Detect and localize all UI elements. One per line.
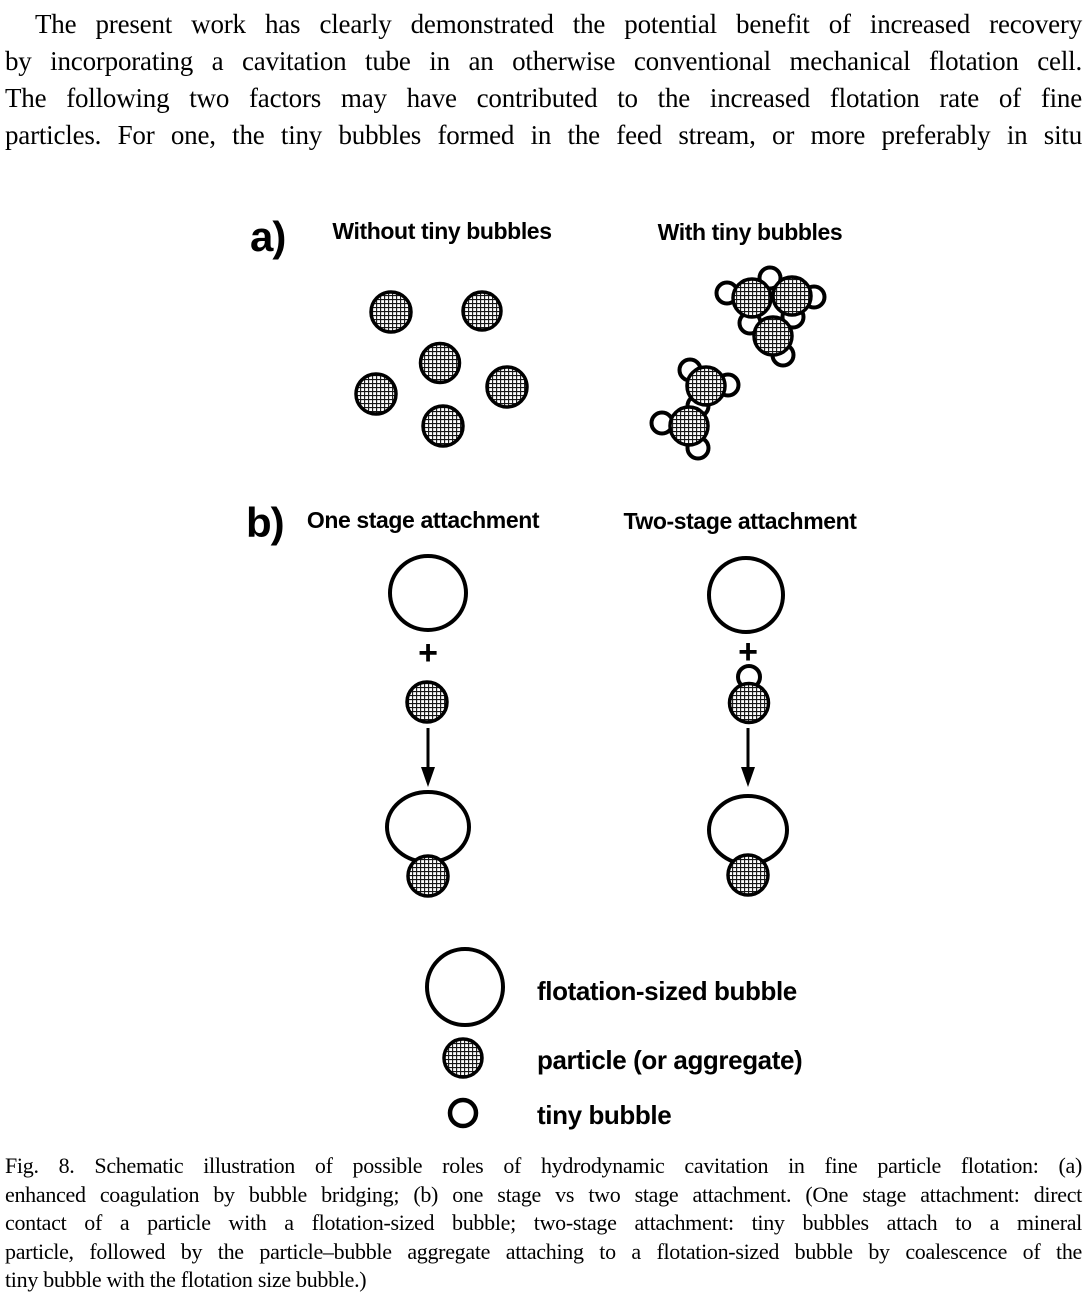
legend-symbols xyxy=(427,949,503,1126)
caption-line-1: Fig. 8. Schematic illustration of possible roles of hydrodynamic cavitation in fine particle flotation: (a) xyxy=(5,1153,1082,1178)
tiny-bubble-icon xyxy=(450,1100,476,1126)
particle xyxy=(356,374,396,414)
panel-a-right-title: With tiny bubbles xyxy=(657,219,843,245)
particle xyxy=(421,344,460,383)
particle xyxy=(463,292,501,330)
legend-label-tiny-bubble: tiny bubble xyxy=(537,1100,672,1130)
caption-line-5: tiny bubble with the flotation size bubble.) xyxy=(5,1267,367,1292)
particle xyxy=(754,317,792,355)
panel-a-with-aggregates xyxy=(652,268,825,459)
legend-label-particle: particle (or aggregate) xyxy=(537,1045,803,1075)
panel-a-label: a) xyxy=(250,213,286,260)
panel-a-left-title: Without tiny bubbles xyxy=(332,218,552,244)
panel-b-label: b) xyxy=(246,499,284,546)
down-arrow-icon xyxy=(421,728,435,787)
particle xyxy=(371,292,411,332)
plus-sign: + xyxy=(418,634,438,672)
figure-caption xyxy=(5,1152,1082,1295)
particle xyxy=(407,682,447,722)
legend-label-flotation-bubble: flotation-sized bubble xyxy=(537,976,797,1006)
panel-b-right-title: Two-stage attachment xyxy=(623,508,857,534)
caption-line-2: enhanced coagulation by bubble bridging; (b) one stage vs two stage attachment. (One stage attachment: direct xyxy=(5,1181,1082,1207)
particle xyxy=(687,367,725,405)
flotation-bubble xyxy=(390,556,466,630)
flotation-bubble xyxy=(387,792,469,862)
particle-icon xyxy=(444,1039,482,1077)
plus-sign: + xyxy=(738,633,758,671)
intro-line-1: The present work has clearly demonstrated the potential benefit of increased recovery xyxy=(35,9,1082,39)
particle xyxy=(423,406,463,446)
particle xyxy=(773,277,811,315)
intro-line-3: The following two factors may have contributed to the increased flotation rate of fine xyxy=(5,83,1082,113)
intro-line-4: particles. For one, the tiny bubbles formed in the feed stream, or more preferably in situ xyxy=(5,120,1082,150)
flotation-bubble xyxy=(709,558,783,632)
caption-line-3: contact of a particle with a flotation-sized bubble; two-stage attachment: tiny bubbles attach to a mineral xyxy=(5,1210,1082,1235)
particle xyxy=(670,407,708,445)
intro-line-2: by incorporating a cavitation tube in an otherwise conventional mechanical flotation cell. xyxy=(5,46,1082,76)
particle xyxy=(728,855,768,895)
two-stage-column xyxy=(709,558,787,895)
particle xyxy=(730,684,769,723)
intro-paragraph xyxy=(5,6,1082,154)
down-arrow-icon xyxy=(741,728,755,787)
one-stage-column xyxy=(387,556,469,896)
particle xyxy=(408,856,448,896)
particle xyxy=(733,279,771,317)
flotation-sized-bubble-icon xyxy=(427,949,503,1025)
panel-a-without-particles xyxy=(356,292,527,446)
particle xyxy=(487,367,527,407)
caption-line-4: particle, followed by the particle–bubble aggregate attaching to a flotation-sized bubble by coalescence of the xyxy=(5,1238,1082,1264)
panel-b-left-title: One stage attachment xyxy=(306,507,540,533)
